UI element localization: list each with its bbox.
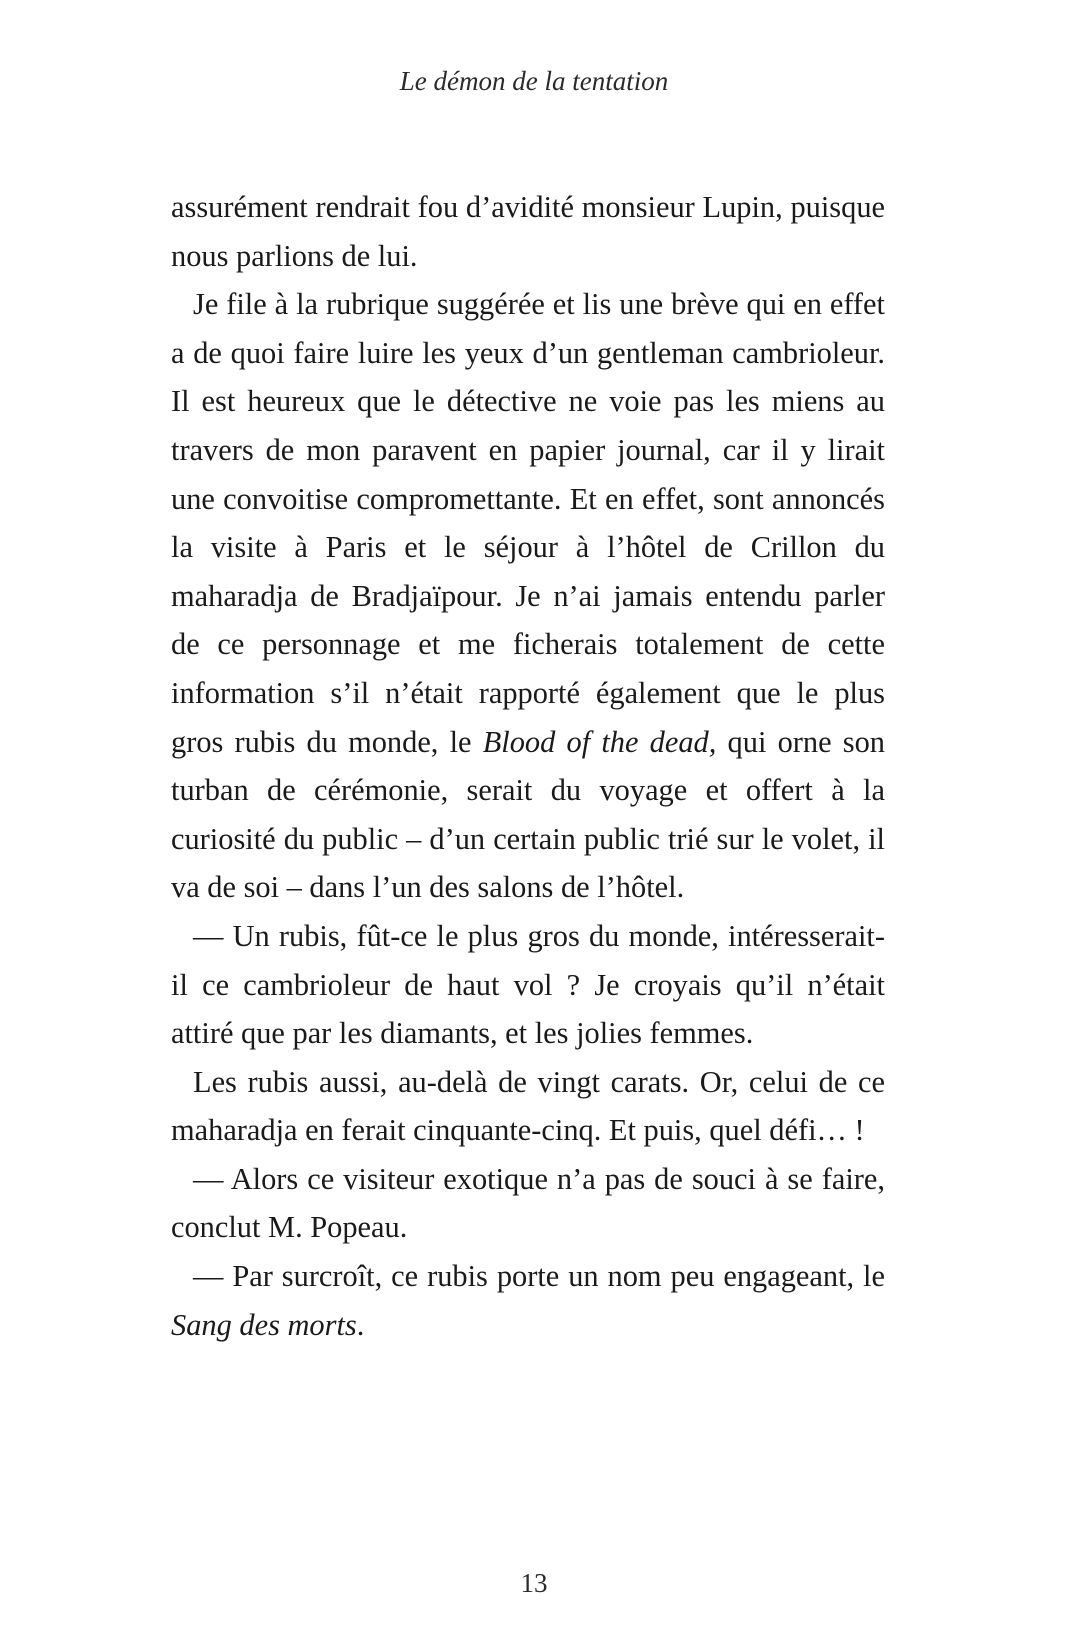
paragraph-2-text-b: qui orne son turban de cérémonie, serait du voyage et offert à la curiosité du public – d’un certain public trié sur le volet, il va de soi – dans l’un des salons de l’hôtel. xyxy=(171,724,885,905)
paragraph-6-dialogue xyxy=(171,1252,885,1349)
paragraph-6-text-a: — Par surcroît, ce rubis porte un nom peu engageant, le xyxy=(193,1259,885,1294)
paragraph-2-text-a: Je file à la rubrique suggérée et lis une brève qui en effet a de quoi faire luire les yeux d’un gentleman cambrioleur. Il est heureux que le détective ne voie pas les miens au travers de mon paravent en papier journal, car il y lirait une convoitise compromettante. Et en effet, sont annoncés la visite à Paris et le séjour à l’hôtel de Crillon du maharadja de Bradjaïpour. Je n’ai jamais entendu parler de ce personnage et me ficherais totalement de cette information s’il n’était rapporté également que le plus gros rubis du monde, le xyxy=(171,287,885,759)
paragraph-6-text-b: . xyxy=(356,1307,365,1342)
page-number: 13 xyxy=(520,1568,548,1598)
ruby-name-english: Blood of the dead, xyxy=(482,724,717,759)
running-head: Le démon de la tentation xyxy=(399,66,669,96)
paragraph-2 xyxy=(171,280,885,912)
paragraph-5-dialogue: — Alors ce visiteur exotique n’a pas de souci à se faire, conclut M. Popeau. xyxy=(171,1161,885,1245)
body-text xyxy=(171,183,885,1349)
paragraph-3-dialogue: — Un rubis, fût-ce le plus gros du monde, intéresserait-il ce cambrioleur de haut vol ? Je croyais qu’il n’était attiré que par les diamants, et les jolies femmes. xyxy=(171,918,885,1051)
ruby-name-french: Sang des morts xyxy=(171,1307,357,1342)
paragraph-1: assurément rendrait fou d’avidité monsieur Lupin, puisque nous parlions de lui. xyxy=(171,190,885,273)
paragraph-4: Les rubis aussi, au-delà de vingt carats. Or, celui de ce maharadja en ferait cinquante-cinq. Et puis, quel défi… ! xyxy=(171,1064,885,1148)
